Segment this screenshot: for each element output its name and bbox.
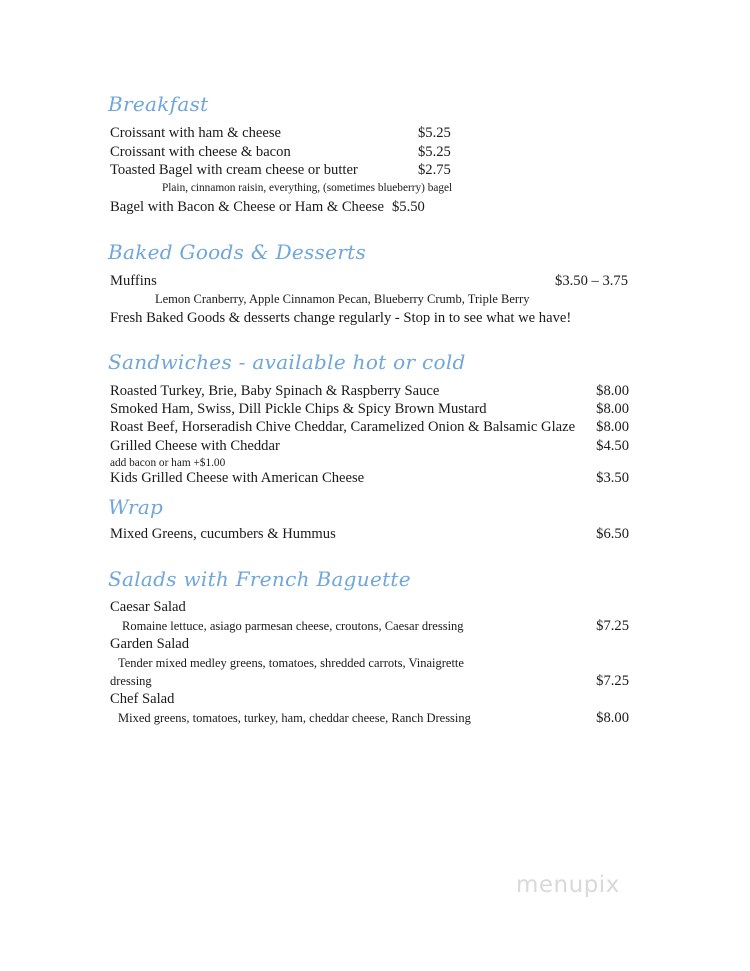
sandwich-item-name: Roast Beef, Horseradish Chive Cheddar, Caramelized Onion & Balsamic Glaze bbox=[110, 419, 576, 435]
breakfast-item-name: Bagel with Bacon & Cheese or Ham & Cheese bbox=[110, 199, 384, 215]
sandwich-item-price: $8.00 bbox=[596, 401, 629, 417]
sandwich-item-name: Roasted Turkey, Brie, Baby Spinach & Raspberry Sauce bbox=[110, 383, 440, 399]
breakfast-item-price: $5.25 bbox=[418, 144, 451, 160]
breakfast-item-price: $5.25 bbox=[418, 125, 451, 141]
wrap-heading: Wrap bbox=[108, 495, 164, 519]
wrap-item-price: $6.50 bbox=[596, 526, 629, 542]
garden-salad-price: $7.25 bbox=[596, 673, 629, 689]
breakfast-item-price: $2.75 bbox=[418, 162, 451, 178]
caesar-salad-price: $7.25 bbox=[596, 618, 629, 634]
chef-salad-desc: Mixed greens, tomatoes, turkey, ham, cheddar cheese, Ranch Dressing bbox=[118, 711, 471, 725]
garden-salad-desc-cont: dressing bbox=[110, 674, 152, 688]
salads-heading: Salads with French Baguette bbox=[108, 567, 411, 591]
muffins-price: $3.50 – 3.75 bbox=[555, 273, 628, 289]
sandwich-item-price: $8.00 bbox=[596, 383, 629, 399]
wrap-item-name: Mixed Greens, cucumbers & Hummus bbox=[110, 526, 336, 542]
sandwich-item-price: $3.50 bbox=[596, 470, 629, 486]
breakfast-item-name: Toasted Bagel with cream cheese or butter bbox=[110, 162, 358, 178]
chef-salad-price: $8.00 bbox=[596, 710, 629, 726]
sandwich-item-name: Smoked Ham, Swiss, Dill Pickle Chips & Spicy Brown Mustard bbox=[110, 401, 487, 417]
fresh-baked-note: Fresh Baked Goods & desserts change regularly - Stop in to see what we have! bbox=[110, 310, 572, 326]
sandwich-item-price: $4.50 bbox=[596, 438, 629, 454]
sandwich-item-price: $8.00 bbox=[596, 419, 629, 435]
breakfast-item-price: $5.50 bbox=[392, 199, 425, 215]
breakfast-item-name: Croissant with cheese & bacon bbox=[110, 144, 291, 160]
garden-salad-desc: Tender mixed medley greens, tomatoes, shredded carrots, Vinaigrette bbox=[118, 656, 464, 670]
sandwiches-heading: Sandwiches - available hot or cold bbox=[108, 350, 466, 374]
muffin-flavors-note: Lemon Cranberry, Apple Cinnamon Pecan, Blueberry Crumb, Triple Berry bbox=[155, 292, 530, 306]
breakfast-heading: Breakfast bbox=[108, 92, 209, 116]
addon-note: add bacon or ham +$1.00 bbox=[110, 457, 226, 469]
chef-salad-name: Chef Salad bbox=[110, 691, 175, 707]
caesar-salad-desc: Romaine lettuce, asiago parmesan cheese, croutons, Caesar dressing bbox=[122, 619, 464, 633]
breakfast-item-name: Croissant with ham & cheese bbox=[110, 125, 282, 141]
sandwich-item-name: Kids Grilled Cheese with American Cheese bbox=[110, 470, 365, 486]
caesar-salad-name: Caesar Salad bbox=[110, 599, 186, 615]
baked-goods-heading: Baked Goods & Desserts bbox=[108, 240, 367, 264]
muffins-name: Muffins bbox=[110, 273, 157, 289]
sandwich-item-name: Grilled Cheese with Cheddar bbox=[110, 438, 280, 454]
menupix-watermark: menupix bbox=[516, 872, 620, 898]
bagel-note: Plain, cinnamon raisin, everything, (sometimes blueberry) bagel bbox=[162, 182, 453, 194]
garden-salad-name: Garden Salad bbox=[110, 636, 190, 652]
